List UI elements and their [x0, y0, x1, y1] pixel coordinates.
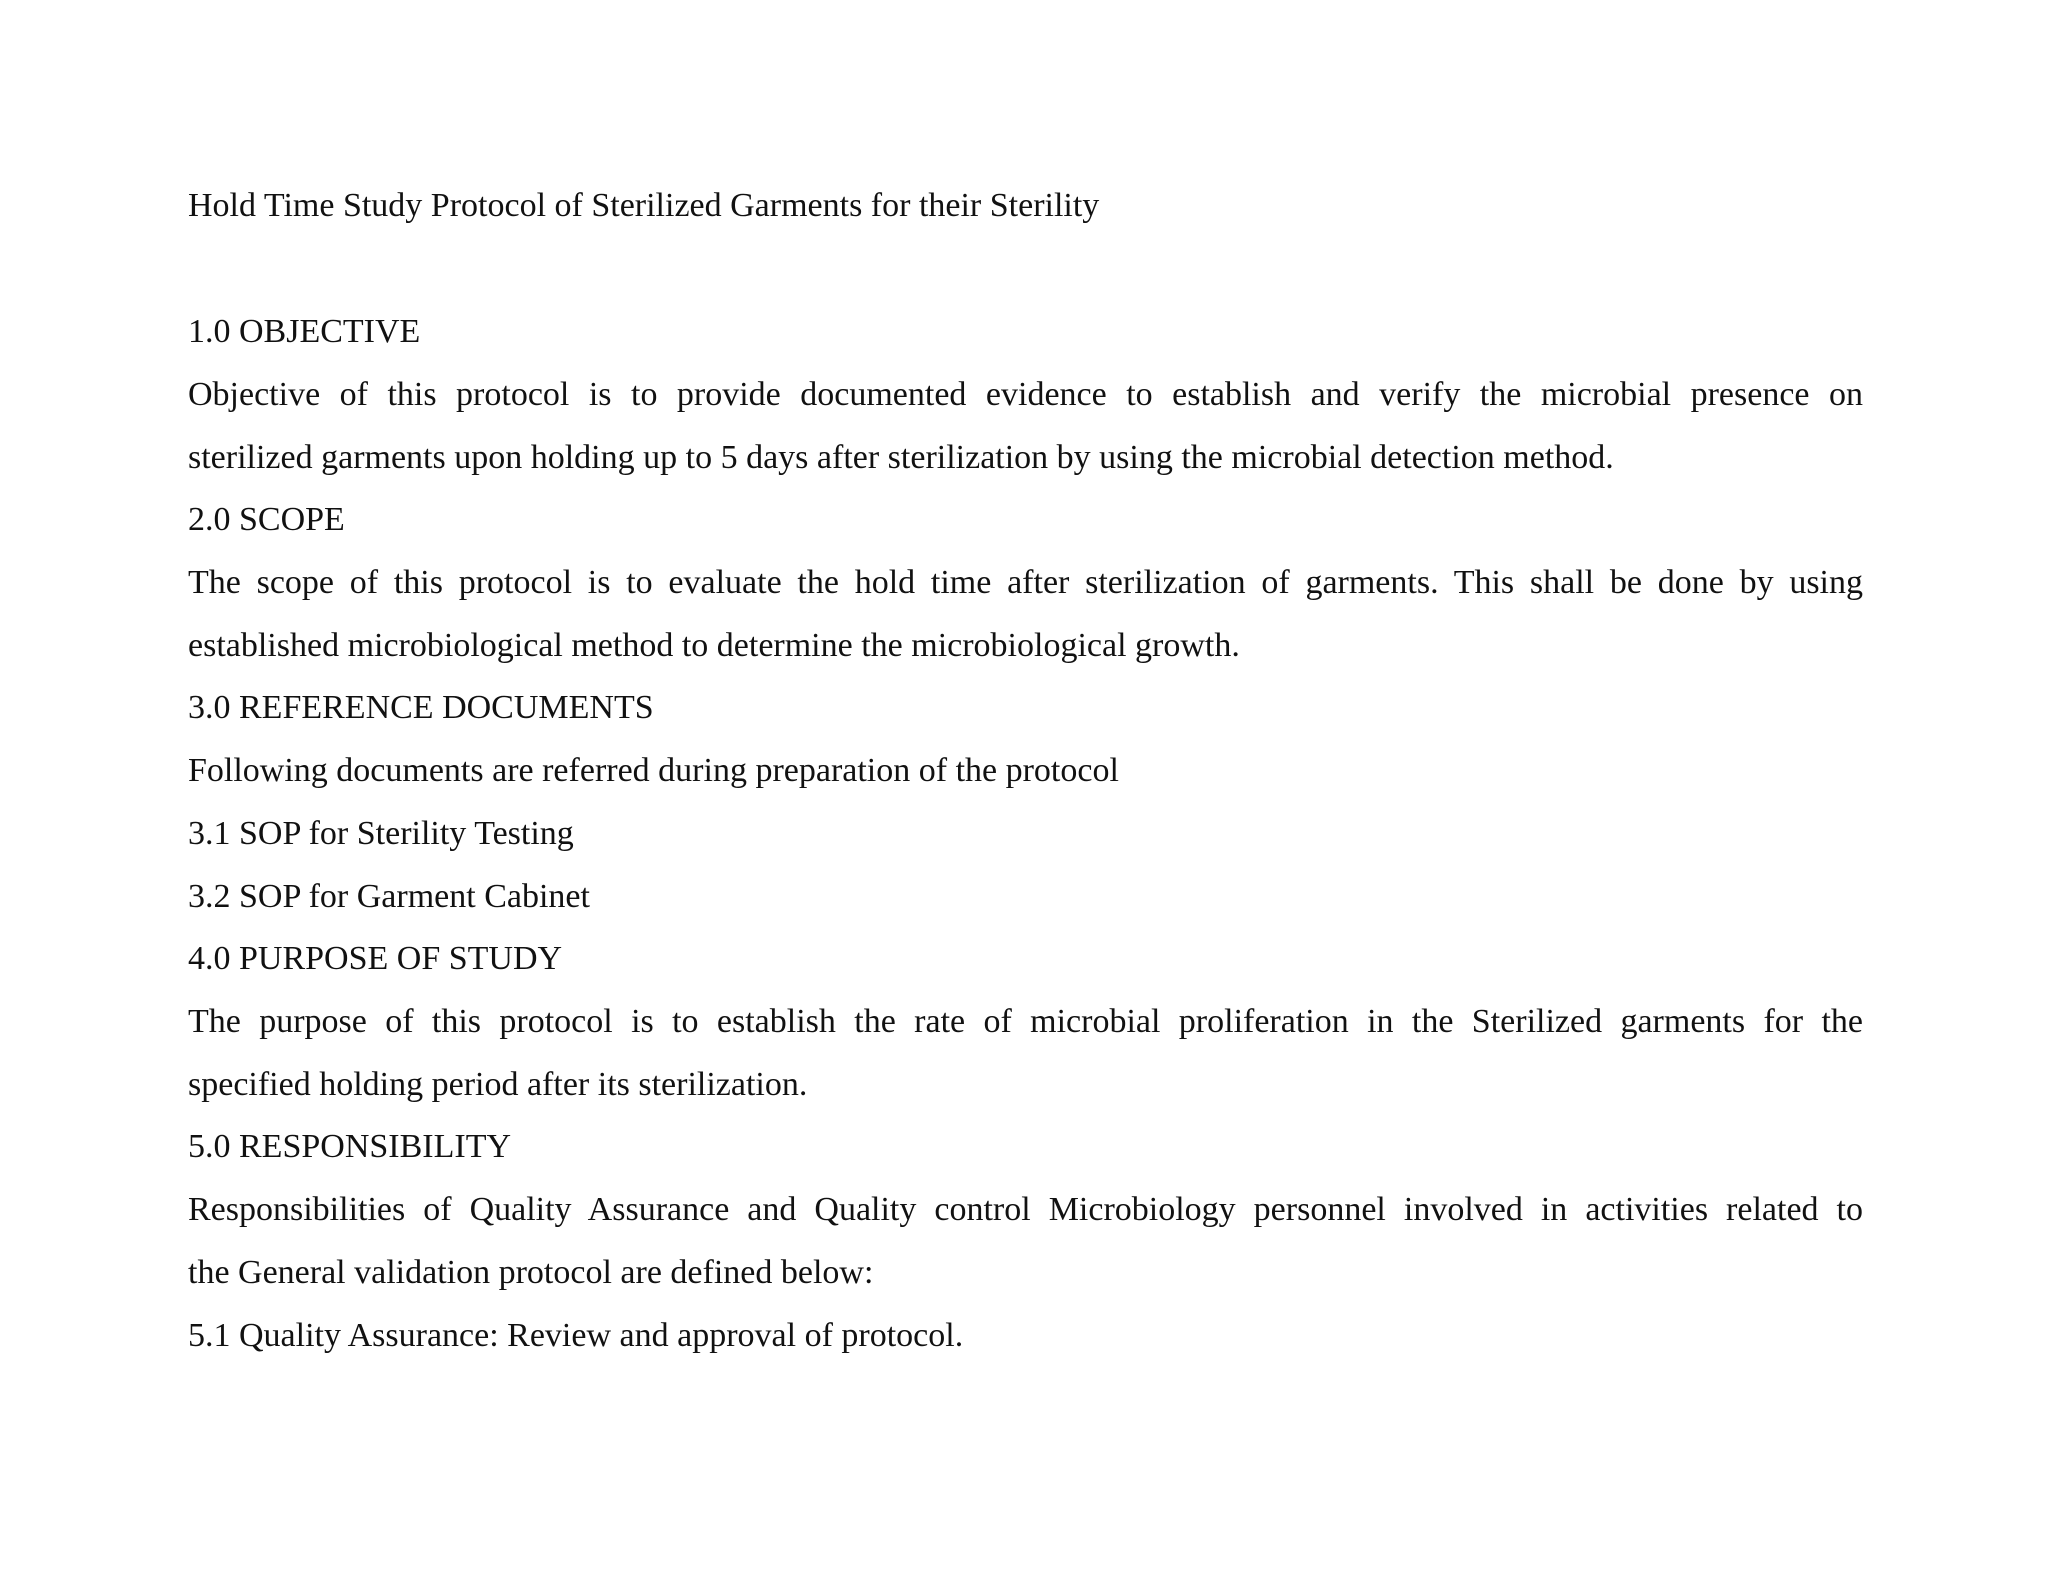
responsibility-text-line-1: Responsibilities of Quality Assurance and Quality control Microbiology personnel involved in activities related to — [188, 1191, 1863, 1228]
scope-text-line-2: established microbiological method to determine the microbiological growth. — [188, 627, 1240, 664]
responsibility-item-1: 5.1 Quality Assurance: Review and approval of protocol. — [188, 1317, 964, 1354]
objective-text-line-1: Objective of this protocol is to provide documented evidence to establish and verify the microbial presence on — [188, 376, 1863, 413]
reference-item-2: 3.2 SOP for Garment Cabinet — [188, 878, 590, 915]
responsibility-heading: 5.0 RESPONSIBILITY — [188, 1128, 512, 1165]
purpose-text-line-2: specified holding period after its sterilization. — [188, 1066, 808, 1103]
reference-item-1: 3.1 SOP for Sterility Testing — [188, 815, 574, 852]
document-title: Hold Time Study Protocol of Sterilized Garments for their Sterility — [188, 187, 1100, 224]
objective-heading: 1.0 OBJECTIVE — [188, 313, 421, 350]
objective-text-line-2: sterilized garments upon holding up to 5 days after sterilization by using the microbial detection method. — [188, 439, 1614, 476]
purpose-text-line-1: The purpose of this protocol is to establish the rate of microbial proliferation in the Sterilized garments for the — [188, 1003, 1863, 1040]
scope-heading: 2.0 SCOPE — [188, 501, 345, 538]
reference-heading: 3.0 REFERENCE DOCUMENTS — [188, 689, 654, 726]
purpose-heading: 4.0 PURPOSE OF STUDY — [188, 940, 563, 977]
responsibility-text-line-2: the General validation protocol are defined below: — [188, 1254, 874, 1291]
scope-text-line-1: The scope of this protocol is to evaluate the hold time after sterilization of garments. This shall be done by using — [188, 564, 1863, 601]
reference-intro: Following documents are referred during preparation of the protocol — [188, 752, 1119, 789]
